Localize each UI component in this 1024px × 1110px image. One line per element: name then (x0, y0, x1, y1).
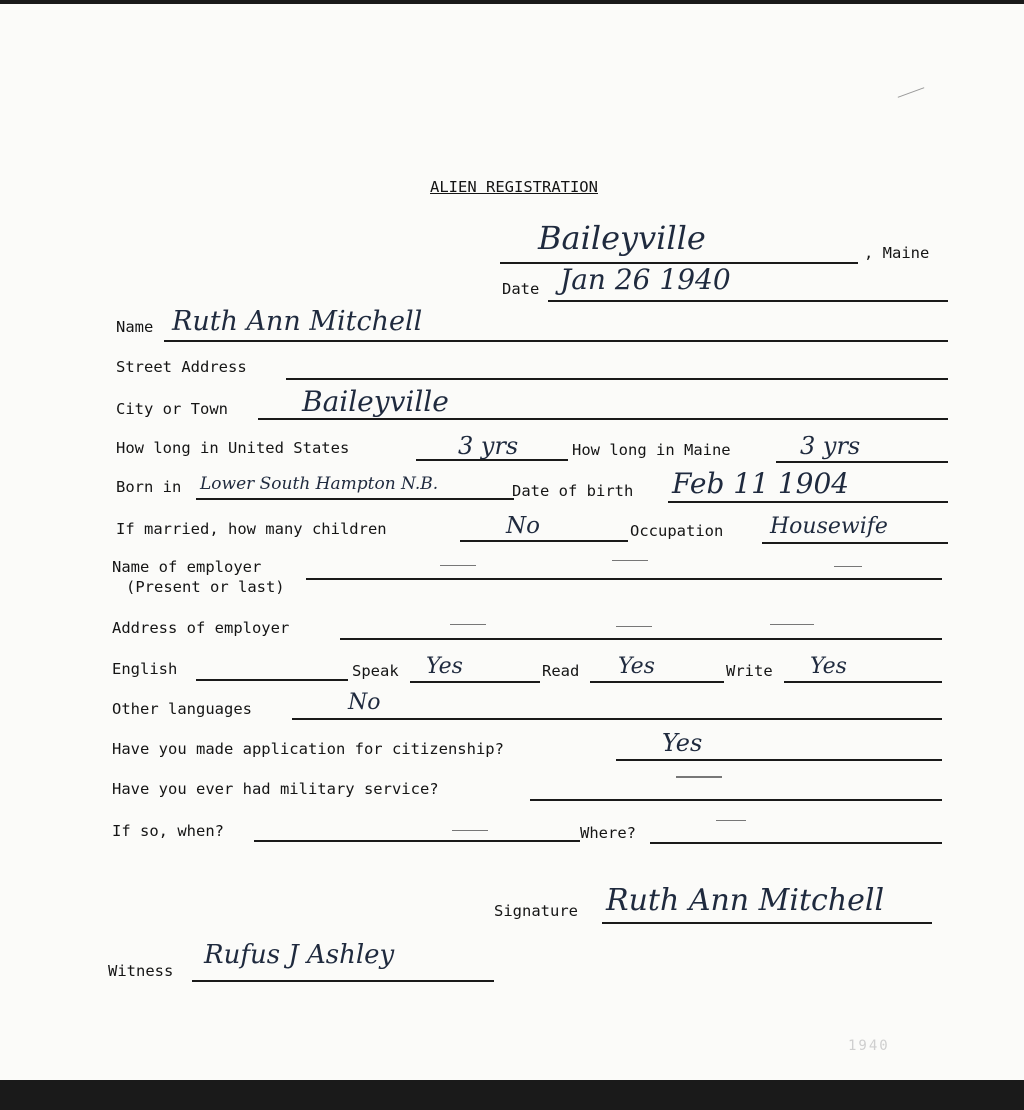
state-label: , Maine (864, 244, 930, 262)
military-dash (676, 776, 722, 778)
other-languages-entry: No (348, 690, 381, 715)
children-entry: No (506, 513, 540, 539)
where-line (650, 842, 942, 844)
form-title: ALIEN REGISTRATION (430, 178, 598, 196)
citizenship-line (616, 759, 942, 761)
signature-line (602, 922, 932, 924)
how-long-us-label: How long in United States (116, 439, 350, 457)
employer-address-dash-2 (616, 626, 652, 627)
how-long-us-entry: 3 yrs (458, 432, 519, 460)
street-line (286, 378, 948, 380)
signature-entry: Ruth Ann Mitchell (606, 883, 885, 918)
date-line (548, 300, 948, 302)
dob-entry: Feb 11 1904 (672, 467, 850, 500)
if-so-label: If so, when? (112, 822, 224, 840)
other-languages-label: Other languages (112, 700, 252, 718)
witness-entry: Rufus J Ashley (204, 940, 395, 970)
how-long-maine-line (776, 461, 948, 463)
signature-label: Signature (494, 902, 578, 920)
military-label: Have you ever had military service? (112, 780, 439, 798)
english-line (196, 679, 348, 681)
born-in-entry: Lower South Hampton N.B. (200, 474, 439, 494)
street-label: Street Address (116, 358, 247, 376)
citizenship-entry: Yes (662, 729, 703, 757)
name-line (164, 340, 948, 342)
children-line (460, 540, 628, 542)
employer-address-line (340, 638, 942, 640)
read-entry: Yes (618, 654, 655, 679)
how-long-maine-label: How long in Maine (572, 441, 731, 459)
employer-address-label: Address of employer (112, 619, 290, 637)
dob-label: Date of birth (512, 482, 634, 500)
name-label: Name (116, 318, 154, 336)
name-entry: Ruth Ann Mitchell (172, 306, 423, 337)
occupation-line (762, 542, 948, 544)
employer-address-dash-1 (450, 624, 486, 625)
employer-dash-2 (612, 560, 648, 561)
employer-sub-label: (Present or last) (126, 578, 285, 596)
read-line (590, 681, 724, 683)
city-label: City or Town (116, 400, 228, 418)
witness-line (192, 980, 494, 982)
other-languages-line (292, 718, 942, 720)
date-label: Date (502, 280, 540, 298)
speak-line (410, 681, 540, 683)
employer-dash-1 (440, 565, 476, 566)
date-entry: Jan 26 1940 (560, 263, 731, 296)
town-entry: Baileyville (538, 219, 706, 257)
employer-address-dash-3 (770, 624, 814, 625)
occupation-label: Occupation (630, 522, 724, 540)
occupation-entry: Housewife (770, 514, 888, 539)
faint-stamp: 1940 (848, 1038, 890, 1054)
citizenship-label: Have you made application for citizenship? (112, 740, 504, 758)
read-label: Read (542, 662, 580, 680)
where-dash (716, 820, 746, 821)
when-line (254, 840, 580, 842)
write-line (784, 681, 942, 683)
employer-line (306, 578, 942, 580)
when-dash (452, 830, 488, 831)
where-label: Where? (580, 824, 636, 842)
city-entry: Baileyville (302, 385, 449, 418)
speak-label: Speak (352, 662, 399, 680)
how-long-maine-entry: 3 yrs (800, 432, 861, 460)
born-in-label: Born in (116, 478, 182, 496)
registration-form-page (0, 4, 1024, 1080)
employer-label: Name of employer (112, 558, 262, 576)
speak-entry: Yes (426, 654, 463, 679)
write-label: Write (726, 662, 773, 680)
city-line (258, 418, 948, 420)
married-label: If married, how many children (116, 520, 387, 538)
write-entry: Yes (810, 654, 847, 679)
english-label: English (112, 660, 178, 678)
dob-line (668, 501, 948, 503)
military-line (530, 799, 942, 801)
check-mark (898, 87, 925, 98)
witness-label: Witness (108, 962, 174, 980)
born-in-line (196, 498, 514, 500)
employer-dash-3 (834, 566, 862, 567)
